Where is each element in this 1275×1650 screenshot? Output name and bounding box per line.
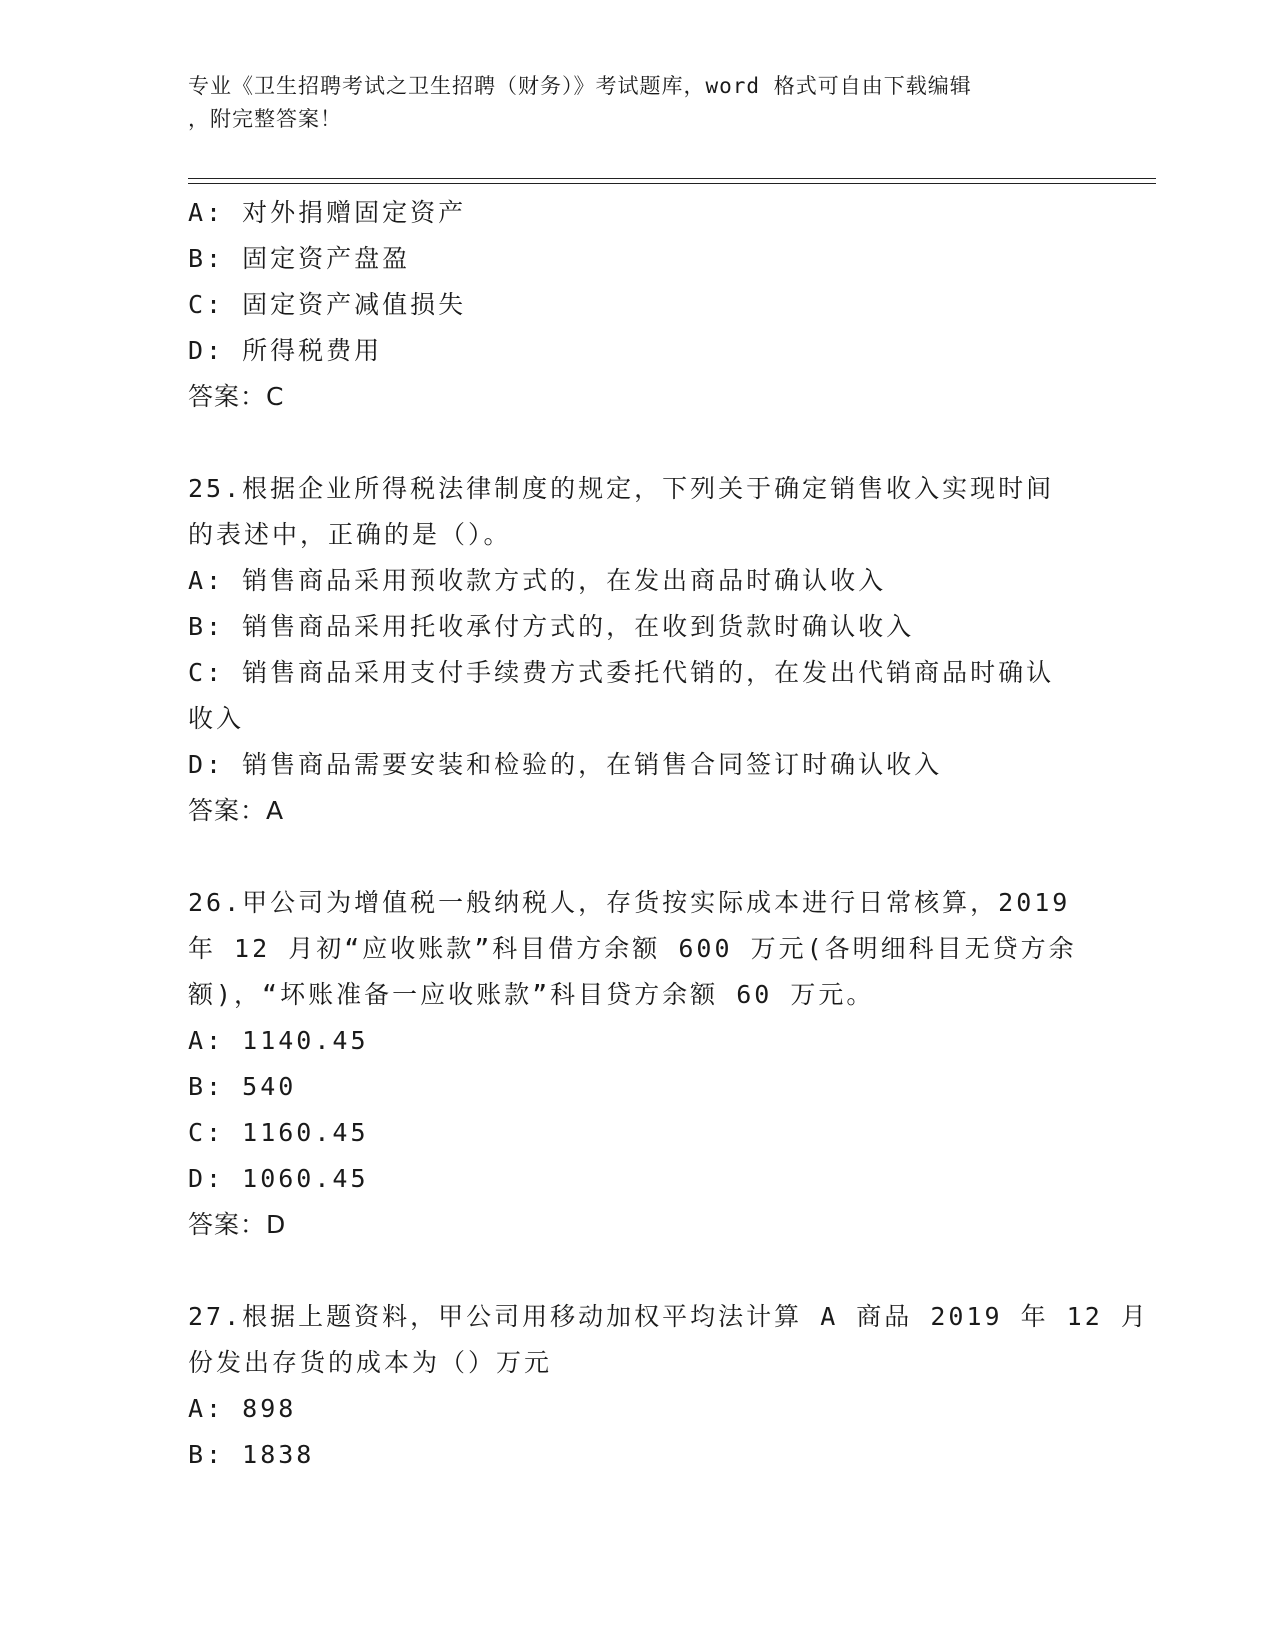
question-stem-line: 的表述中，正确的是（）。 [188,520,512,549]
header-divider-bottom [188,183,1156,184]
header-divider-top [188,178,1156,179]
question-stem-line: 年 12 月初“应收账款”科目借方余额 600 万元(各明细科目无贷方余 [188,934,1077,963]
option-d: D: 所得税费用 [188,336,383,365]
question-stem-line: 份发出存货的成本为（）万元 [188,1348,553,1377]
option-a: A: 销售商品采用预收款方式的，在发出商品时确认收入 [188,566,887,595]
answer: 答案：A [188,796,285,825]
spacer [188,834,1088,880]
option-c: C: 1160.45 [188,1118,369,1147]
option-c: C: 销售商品采用支付手续费方式委托代销的，在发出代销商品时确认 [188,658,1055,687]
question-27 [188,1294,1149,1478]
answer: 答案：D [188,1210,287,1239]
header-line-1: 专业《卫生招聘考试之卫生招聘（财务）》考试题库，word 格式可自由下载编辑 [188,74,972,98]
option-b: B: 销售商品采用托收承付方式的，在收到货款时确认收入 [188,612,915,641]
document-header [188,70,1088,136]
question-26 [188,880,1088,1248]
question-content [188,190,1149,1478]
option-b: B: 540 [188,1072,297,1101]
question-stem-line: 25.根据企业所得税法律制度的规定，下列关于确定销售收入实现时间 [188,474,1055,503]
option-c: C: 固定资产减值损失 [188,290,467,319]
question-stem-line: 27.根据上题资料，甲公司用移动加权平均法计算 A 商品 2019 年 12 月 [188,1302,1149,1331]
question-25 [188,466,1088,834]
option-d: D: 销售商品需要安装和检验的，在销售合同签订时确认收入 [188,750,943,779]
question-stem-line: 26.甲公司为增值税一般纳税人，存货按实际成本进行日常核算，2019 [188,888,1071,917]
option-a: A: 898 [188,1394,297,1423]
option-a: A: 1140.45 [188,1026,369,1055]
option-c-continued: 收入 [188,704,245,733]
option-b: B: 固定资产盘盈 [188,244,411,273]
option-d: D: 1060.45 [188,1164,369,1193]
option-b: B: 1838 [188,1440,315,1469]
question-stem-line: 额)，“坏账准备一应收账款”科目贷方余额 60 万元。 [188,980,875,1009]
answer: 答案：C [188,382,285,411]
option-a: A: 对外捐赠固定资产 [188,198,467,227]
header-line-2: ，附完整答案！ [188,107,342,131]
spacer [188,1248,1088,1294]
previous-question [188,190,1088,420]
spacer [188,420,1088,466]
